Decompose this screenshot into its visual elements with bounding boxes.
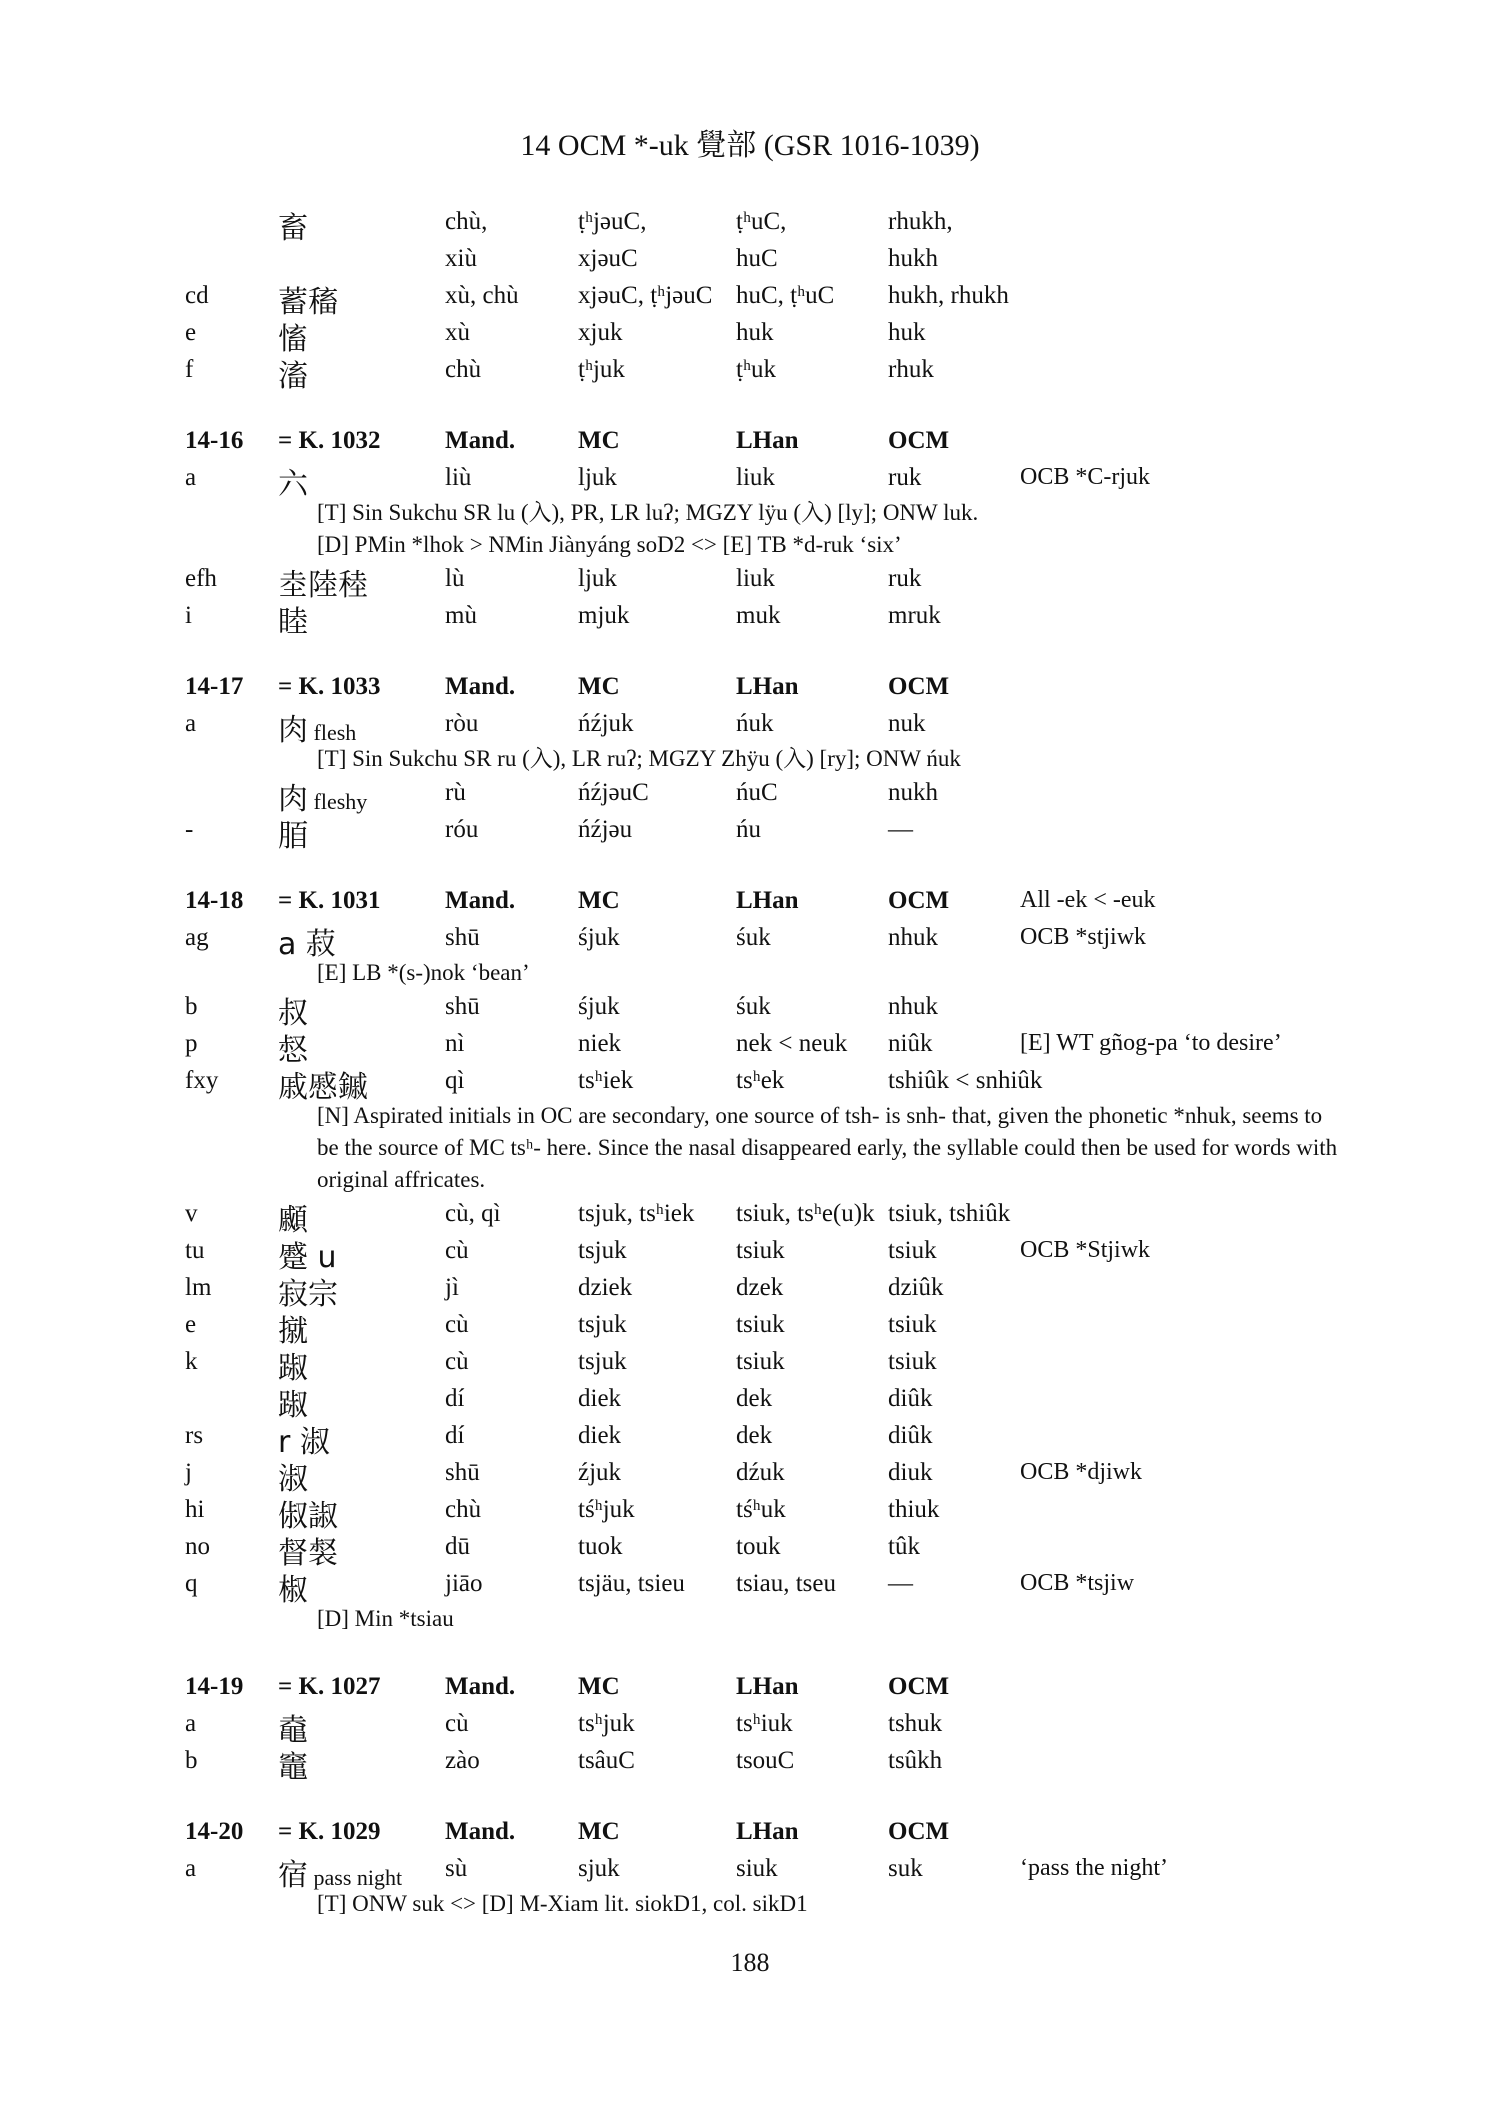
- graph-cell: 惄: [278, 1033, 308, 1068]
- extra-note-cell: OCB *Stjiwk: [1020, 1237, 1151, 1263]
- middle-chinese-cell: tsâuC: [578, 1747, 635, 1774]
- mandarin-cell: rù: [445, 779, 466, 806]
- later-han-cell: liuk: [736, 565, 775, 592]
- entry-label: efh: [185, 565, 217, 592]
- old-chinese-cell: thiuk: [888, 1496, 940, 1523]
- entry-row: [0, 1529, 1500, 1571]
- entry-row: [0, 775, 1500, 817]
- graph-cell: 戚慼鏚: [278, 1070, 368, 1105]
- graph-cell: 慉: [278, 322, 308, 357]
- section-gap: [0, 1780, 1500, 1814]
- middle-chinese-cell: niek: [578, 1030, 622, 1057]
- entry-label: i: [185, 602, 192, 629]
- later-han-cell: siuk: [736, 1855, 778, 1882]
- graph-cell: = K. 1031: [278, 887, 381, 914]
- series-header-row: [0, 883, 1500, 920]
- entry-label: 14-17: [185, 673, 244, 700]
- entry-row: [0, 598, 1500, 640]
- middle-chinese-cell: MC: [578, 887, 620, 914]
- old-chinese-cell: ruk: [888, 464, 922, 491]
- entry-label: hi: [185, 1496, 205, 1523]
- later-han-cell: tsouC: [736, 1747, 795, 1774]
- mandarin-cell: shū: [445, 993, 480, 1020]
- later-han-cell: dzek: [736, 1274, 784, 1301]
- entry-label: p: [185, 1030, 198, 1057]
- middle-chinese-cell: MC: [578, 1818, 620, 1845]
- entry-label: k: [185, 1348, 198, 1375]
- extra-note-cell: OCB *stjiwk: [1020, 924, 1147, 950]
- entry-row: [0, 1307, 1500, 1349]
- mandarin-cell: zào: [445, 1747, 480, 1774]
- section-gap: [0, 635, 1500, 669]
- mandarin-cell: cù: [445, 1237, 469, 1264]
- entry-row: [0, 315, 1500, 357]
- later-han-cell: śuk: [736, 924, 771, 951]
- section-gap: [0, 389, 1500, 423]
- entry-label: b: [185, 993, 198, 1020]
- middle-chinese-cell: tsjuk: [578, 1311, 627, 1338]
- old-chinese-cell: nukh: [888, 779, 938, 806]
- mandarin-cell: xù, chù: [445, 282, 519, 309]
- later-han-cell: tsʰek: [736, 1067, 785, 1094]
- gloss-text: flesh: [308, 720, 357, 745]
- old-chinese-cell: nhuk: [888, 924, 938, 951]
- gloss-text: pass night: [308, 1865, 403, 1890]
- later-han-cell: tsiuk: [736, 1237, 785, 1264]
- old-chinese-cell: rhuk: [888, 356, 934, 383]
- old-chinese-cell: nhuk: [888, 993, 938, 1020]
- old-chinese-cell: mruk: [888, 602, 941, 629]
- later-han-cell: LHan: [736, 673, 799, 700]
- middle-chinese-cell: diek: [578, 1422, 622, 1449]
- graph-cell: 竈: [278, 1750, 308, 1785]
- middle-chinese-cell: śjuk: [578, 924, 620, 951]
- mandarin-cell: dū: [445, 1533, 470, 1560]
- entry-row: [0, 204, 1500, 246]
- later-han-cell: dźuk: [736, 1459, 785, 1486]
- old-chinese-cell: hukh, rhukh: [888, 282, 1009, 309]
- later-han-cell: muk: [736, 602, 781, 629]
- mandarin-cell: cù, qì: [445, 1200, 501, 1227]
- mandarin-cell: róu: [445, 816, 479, 843]
- old-chinese-cell: niûk: [888, 1030, 933, 1057]
- old-chinese-cell: diûk: [888, 1385, 933, 1412]
- middle-chinese-cell: śjuk: [578, 993, 620, 1020]
- later-han-cell: dek: [736, 1422, 773, 1449]
- extra-note-cell: OCB *tsjiw: [1020, 1570, 1135, 1596]
- middle-chinese-cell: MC: [578, 673, 620, 700]
- annotation-note: [T] ONW suk <> [D] M-Xiam lit. siokD1, col. sikD1: [317, 1891, 808, 1916]
- entry-row: [0, 460, 1500, 502]
- middle-chinese-cell: tsʰiek: [578, 1067, 634, 1094]
- later-han-cell: ńuC: [736, 779, 778, 806]
- mandarin-cell: Mand.: [445, 1673, 516, 1700]
- entry-row: [0, 1270, 1500, 1312]
- later-han-cell: tsiuk, tsʰe(u)k: [736, 1200, 875, 1227]
- entry-row: [0, 1706, 1500, 1748]
- entry-label: 14-16: [185, 427, 244, 454]
- old-chinese-cell: tshuk: [888, 1710, 943, 1737]
- entry-label: lm: [185, 1274, 212, 1301]
- middle-chinese-cell: tsjäu, tsieu: [578, 1570, 685, 1597]
- series-header-row: [0, 1814, 1500, 1851]
- later-han-cell: ńuk: [736, 710, 774, 737]
- annotation-note: [D] PMin *lhok > NMin Jiànyáng soD2 <> [E] TB *d-ruk ‘six’: [317, 532, 902, 557]
- graph-cell: 顣: [278, 1203, 308, 1238]
- middle-chinese-cell: ńźjuk: [578, 710, 634, 737]
- old-chinese-cell: —: [888, 816, 913, 843]
- section-gap: [0, 849, 1500, 883]
- middle-chinese-cell: xjəuC, ṭʰjəuC: [578, 282, 713, 309]
- middle-chinese-cell: tsʰjuk: [578, 1710, 635, 1737]
- graph-cell: 六: [278, 467, 308, 502]
- graph-cell: 畜: [278, 211, 308, 246]
- annotation-note: [N] Aspirated initials in OC are secondary, one source of tsh- is snh- that, given the phonetic *nhuk, seems to be the source of MC tsʰ- here. Since the nasal disappeared early, the syllable could then be used for words with original affricates.: [317, 1103, 1338, 1192]
- old-chinese-cell: tsiuk: [888, 1237, 937, 1264]
- mandarin-cell: sù: [445, 1855, 468, 1882]
- entry-label: 14-18: [185, 887, 244, 914]
- middle-chinese-cell: diek: [578, 1385, 622, 1412]
- section-gap: [0, 1635, 1500, 1669]
- mandarin-cell: nì: [445, 1030, 465, 1057]
- later-han-cell: dek: [736, 1385, 773, 1412]
- graph-cell: 蹙 u: [278, 1240, 337, 1275]
- entry-label: rs: [185, 1422, 204, 1449]
- entry-label: a: [185, 710, 197, 737]
- entry-row: [0, 706, 1500, 748]
- series-header-row: [0, 1669, 1500, 1706]
- mandarin-cell: Mand.: [445, 887, 516, 914]
- middle-chinese-cell: ṭʰjəuC,: [578, 208, 647, 235]
- entry-row: [0, 1851, 1500, 1893]
- mandarin-cell: cù: [445, 1311, 469, 1338]
- later-han-cell: LHan: [736, 887, 799, 914]
- entry-label: a: [185, 1855, 197, 1882]
- entry-row: [0, 1344, 1500, 1386]
- extra-note-cell: [E] WT gñog-pa ‘to desire’: [1020, 1030, 1282, 1056]
- later-han-cell: tsiuk: [736, 1348, 785, 1375]
- entry-row: [0, 352, 1500, 394]
- entry-label: e: [185, 1311, 197, 1338]
- mandarin-cell: Mand.: [445, 427, 516, 454]
- mandarin-cell: xù: [445, 319, 470, 346]
- graph-cell: 睦: [278, 605, 308, 640]
- later-han-cell: ṭʰuk: [736, 356, 776, 383]
- middle-chinese-cell: ńźjəu: [578, 816, 633, 843]
- graph-cell: 督裻: [278, 1536, 338, 1571]
- old-chinese-cell: huk: [888, 319, 926, 346]
- later-han-cell: huC: [736, 245, 778, 272]
- entry-row: [0, 1566, 1500, 1608]
- mandarin-cell: cù: [445, 1710, 469, 1737]
- middle-chinese-cell: tsjuk: [578, 1348, 627, 1375]
- entry-label: v: [185, 1200, 198, 1227]
- middle-chinese-cell: sjuk: [578, 1855, 620, 1882]
- old-chinese-cell: OCM: [888, 1818, 950, 1845]
- graph-cell: = K. 1029: [278, 1818, 381, 1845]
- entry-label: no: [185, 1533, 210, 1560]
- extra-note-cell: ‘pass the night’: [1020, 1855, 1168, 1881]
- entry-row: [0, 1743, 1500, 1785]
- mandarin-cell: xiù: [445, 245, 477, 272]
- later-han-cell: huC, ṭʰuC: [736, 282, 835, 309]
- later-han-cell: tśʰuk: [736, 1496, 786, 1523]
- graph-cell: = K. 1032: [278, 427, 381, 454]
- graph-cell: 踧: [278, 1388, 308, 1423]
- graph-cell: 鼀: [278, 1713, 308, 1748]
- middle-chinese-cell: dziek: [578, 1274, 633, 1301]
- entry-label: -: [185, 816, 194, 843]
- old-chinese-cell: suk: [888, 1855, 923, 1882]
- mandarin-cell: lù: [445, 565, 465, 592]
- mandarin-cell: dí: [445, 1422, 465, 1449]
- old-chinese-cell: tsiuk: [888, 1311, 937, 1338]
- series-header-row: [0, 423, 1500, 460]
- graph-cell: 淑: [278, 1462, 308, 1497]
- entry-label: fxy: [185, 1067, 219, 1094]
- mandarin-cell: mù: [445, 602, 477, 629]
- later-han-cell: LHan: [736, 1673, 799, 1700]
- graph-cell: 蓄稸: [278, 285, 338, 320]
- old-chinese-cell: dziûk: [888, 1274, 944, 1301]
- graph-cell: 肉 fleshy: [278, 782, 368, 817]
- annotation-note: [E] LB *(s-)nok ‘bean’: [317, 960, 530, 985]
- old-chinese-cell: rhukh,: [888, 208, 953, 235]
- entries-list: [0, 204, 1500, 1920]
- mandarin-cell: qì: [445, 1067, 465, 1094]
- middle-chinese-cell: xjəuC: [578, 245, 638, 272]
- graph-cell: = K. 1027: [278, 1673, 381, 1700]
- middle-chinese-cell: tśʰjuk: [578, 1496, 635, 1523]
- entry-label: j: [185, 1459, 192, 1486]
- middle-chinese-cell: źjuk: [578, 1459, 622, 1486]
- extra-note-cell: OCB *C-rjuk: [1020, 464, 1151, 490]
- graph-cell: 椒: [278, 1573, 308, 1608]
- annotation-note: [T] Sin Sukchu SR ru (入), LR ruʔ; MGZY Zhÿu (入) [ry]; ONW ńuk: [317, 746, 961, 771]
- graph-cell: 滀: [278, 359, 308, 394]
- later-han-cell: nek < neuk: [736, 1030, 848, 1057]
- graph-cell: 㩆: [278, 1314, 308, 1349]
- mandarin-cell: Mand.: [445, 1818, 516, 1845]
- later-han-cell: ṭʰuC,: [736, 208, 787, 235]
- later-han-cell: tsiuk: [736, 1311, 785, 1338]
- middle-chinese-cell: ljuk: [578, 464, 617, 491]
- extra-note-cell: OCB *djiwk: [1020, 1459, 1143, 1485]
- entry-label: a: [185, 1710, 197, 1737]
- later-han-cell: tsiau, tseu: [736, 1570, 836, 1597]
- middle-chinese-cell: mjuk: [578, 602, 630, 629]
- entry-row: [0, 1233, 1500, 1275]
- entry-row: [0, 1063, 1500, 1105]
- entry-label: 14-19: [185, 1673, 244, 1700]
- later-han-cell: LHan: [736, 1818, 799, 1845]
- old-chinese-cell: tûk: [888, 1533, 920, 1560]
- entry-row: [0, 241, 1500, 278]
- mandarin-cell: shū: [445, 924, 480, 951]
- graph-cell: 坴陸稑: [278, 568, 368, 603]
- entry-row: [0, 1026, 1500, 1068]
- later-han-cell: liuk: [736, 464, 775, 491]
- graph-cell: 肉 flesh: [278, 713, 357, 748]
- later-han-cell: ńu: [736, 816, 761, 843]
- entry-row: [0, 1381, 1500, 1423]
- old-chinese-cell: —: [888, 1570, 913, 1597]
- old-chinese-cell: tsiuk, tshiûk: [888, 1200, 1011, 1227]
- middle-chinese-cell: ṭʰjuk: [578, 356, 625, 383]
- mandarin-cell: shū: [445, 1459, 480, 1486]
- mandarin-cell: chù: [445, 356, 482, 383]
- entry-label: b: [185, 1747, 198, 1774]
- mandarin-cell: dí: [445, 1385, 465, 1412]
- mandarin-cell: liù: [445, 464, 472, 491]
- middle-chinese-cell: tuok: [578, 1533, 623, 1560]
- entry-row: [0, 812, 1500, 854]
- mandarin-cell: jiāo: [445, 1570, 483, 1597]
- entry-label: 14-20: [185, 1818, 244, 1845]
- old-chinese-cell: tshiûk < snhiûk: [888, 1067, 1043, 1094]
- later-han-cell: huk: [736, 319, 774, 346]
- gloss-text: fleshy: [308, 789, 368, 814]
- old-chinese-cell: OCM: [888, 1673, 950, 1700]
- old-chinese-cell: OCM: [888, 887, 950, 914]
- entry-row: [0, 1455, 1500, 1497]
- old-chinese-cell: tsiuk: [888, 1348, 937, 1375]
- middle-chinese-cell: ńźjəuC: [578, 779, 649, 806]
- entry-label: ag: [185, 924, 209, 951]
- old-chinese-cell: OCM: [888, 427, 950, 454]
- middle-chinese-cell: MC: [578, 1673, 620, 1700]
- graph-cell: = K. 1033: [278, 673, 381, 700]
- entry-row: [0, 920, 1500, 962]
- middle-chinese-cell: MC: [578, 427, 620, 454]
- annotation-note: [D] Min *tsiau: [317, 1606, 454, 1631]
- entry-label: cd: [185, 282, 209, 309]
- later-han-cell: śuk: [736, 993, 771, 1020]
- later-han-cell: LHan: [736, 427, 799, 454]
- entry-label: a: [185, 464, 197, 491]
- page-number: 188: [730, 1948, 770, 1977]
- entry-row: [0, 1492, 1500, 1534]
- extra-note-cell: All -ek < -euk: [1020, 887, 1156, 913]
- graph-cell: a 菽: [278, 927, 336, 962]
- old-chinese-cell: OCM: [888, 673, 950, 700]
- graph-cell: 踧: [278, 1351, 308, 1386]
- entry-label: q: [185, 1570, 198, 1597]
- page-header: 14 OCM *-uk 覺部 (GSR 1016-1039): [520, 129, 980, 162]
- annotation-note: [T] Sin Sukchu SR lu (入), PR, LR luʔ; MGZY lÿu (入) [ly]; ONW luk.: [317, 500, 979, 525]
- entry-row: [0, 989, 1500, 1031]
- graph-cell: 寂宗: [278, 1277, 338, 1312]
- mandarin-cell: jì: [445, 1274, 459, 1301]
- mandarin-cell: Mand.: [445, 673, 516, 700]
- series-header-row: [0, 669, 1500, 706]
- entry-row: [0, 1196, 1500, 1238]
- mandarin-cell: chù: [445, 1496, 482, 1523]
- mandarin-cell: cù: [445, 1348, 469, 1375]
- old-chinese-cell: nuk: [888, 710, 926, 737]
- graph-cell: 宿 pass night: [278, 1858, 403, 1893]
- mandarin-cell: chù,: [445, 208, 488, 235]
- graph-cell: 脜: [278, 819, 308, 854]
- entry-row: [0, 561, 1500, 603]
- middle-chinese-cell: tsjuk, tsʰiek: [578, 1200, 695, 1227]
- graph-cell: 叔: [278, 996, 308, 1031]
- middle-chinese-cell: tsjuk: [578, 1237, 627, 1264]
- later-han-cell: touk: [736, 1533, 781, 1560]
- old-chinese-cell: hukh: [888, 245, 938, 272]
- graph-cell: 俶諔: [278, 1499, 338, 1534]
- entry-label: e: [185, 319, 197, 346]
- middle-chinese-cell: ljuk: [578, 565, 617, 592]
- mandarin-cell: ròu: [445, 710, 479, 737]
- entry-row: [0, 278, 1500, 320]
- middle-chinese-cell: xjuk: [578, 319, 623, 346]
- later-han-cell: tsʰiuk: [736, 1710, 793, 1737]
- old-chinese-cell: tsûkh: [888, 1747, 943, 1774]
- old-chinese-cell: diûk: [888, 1422, 933, 1449]
- entry-label: tu: [185, 1237, 205, 1264]
- old-chinese-cell: ruk: [888, 565, 922, 592]
- entry-label: f: [185, 356, 194, 383]
- old-chinese-cell: diuk: [888, 1459, 933, 1486]
- graph-cell: r 淑: [278, 1425, 330, 1460]
- entry-row: [0, 1418, 1500, 1460]
